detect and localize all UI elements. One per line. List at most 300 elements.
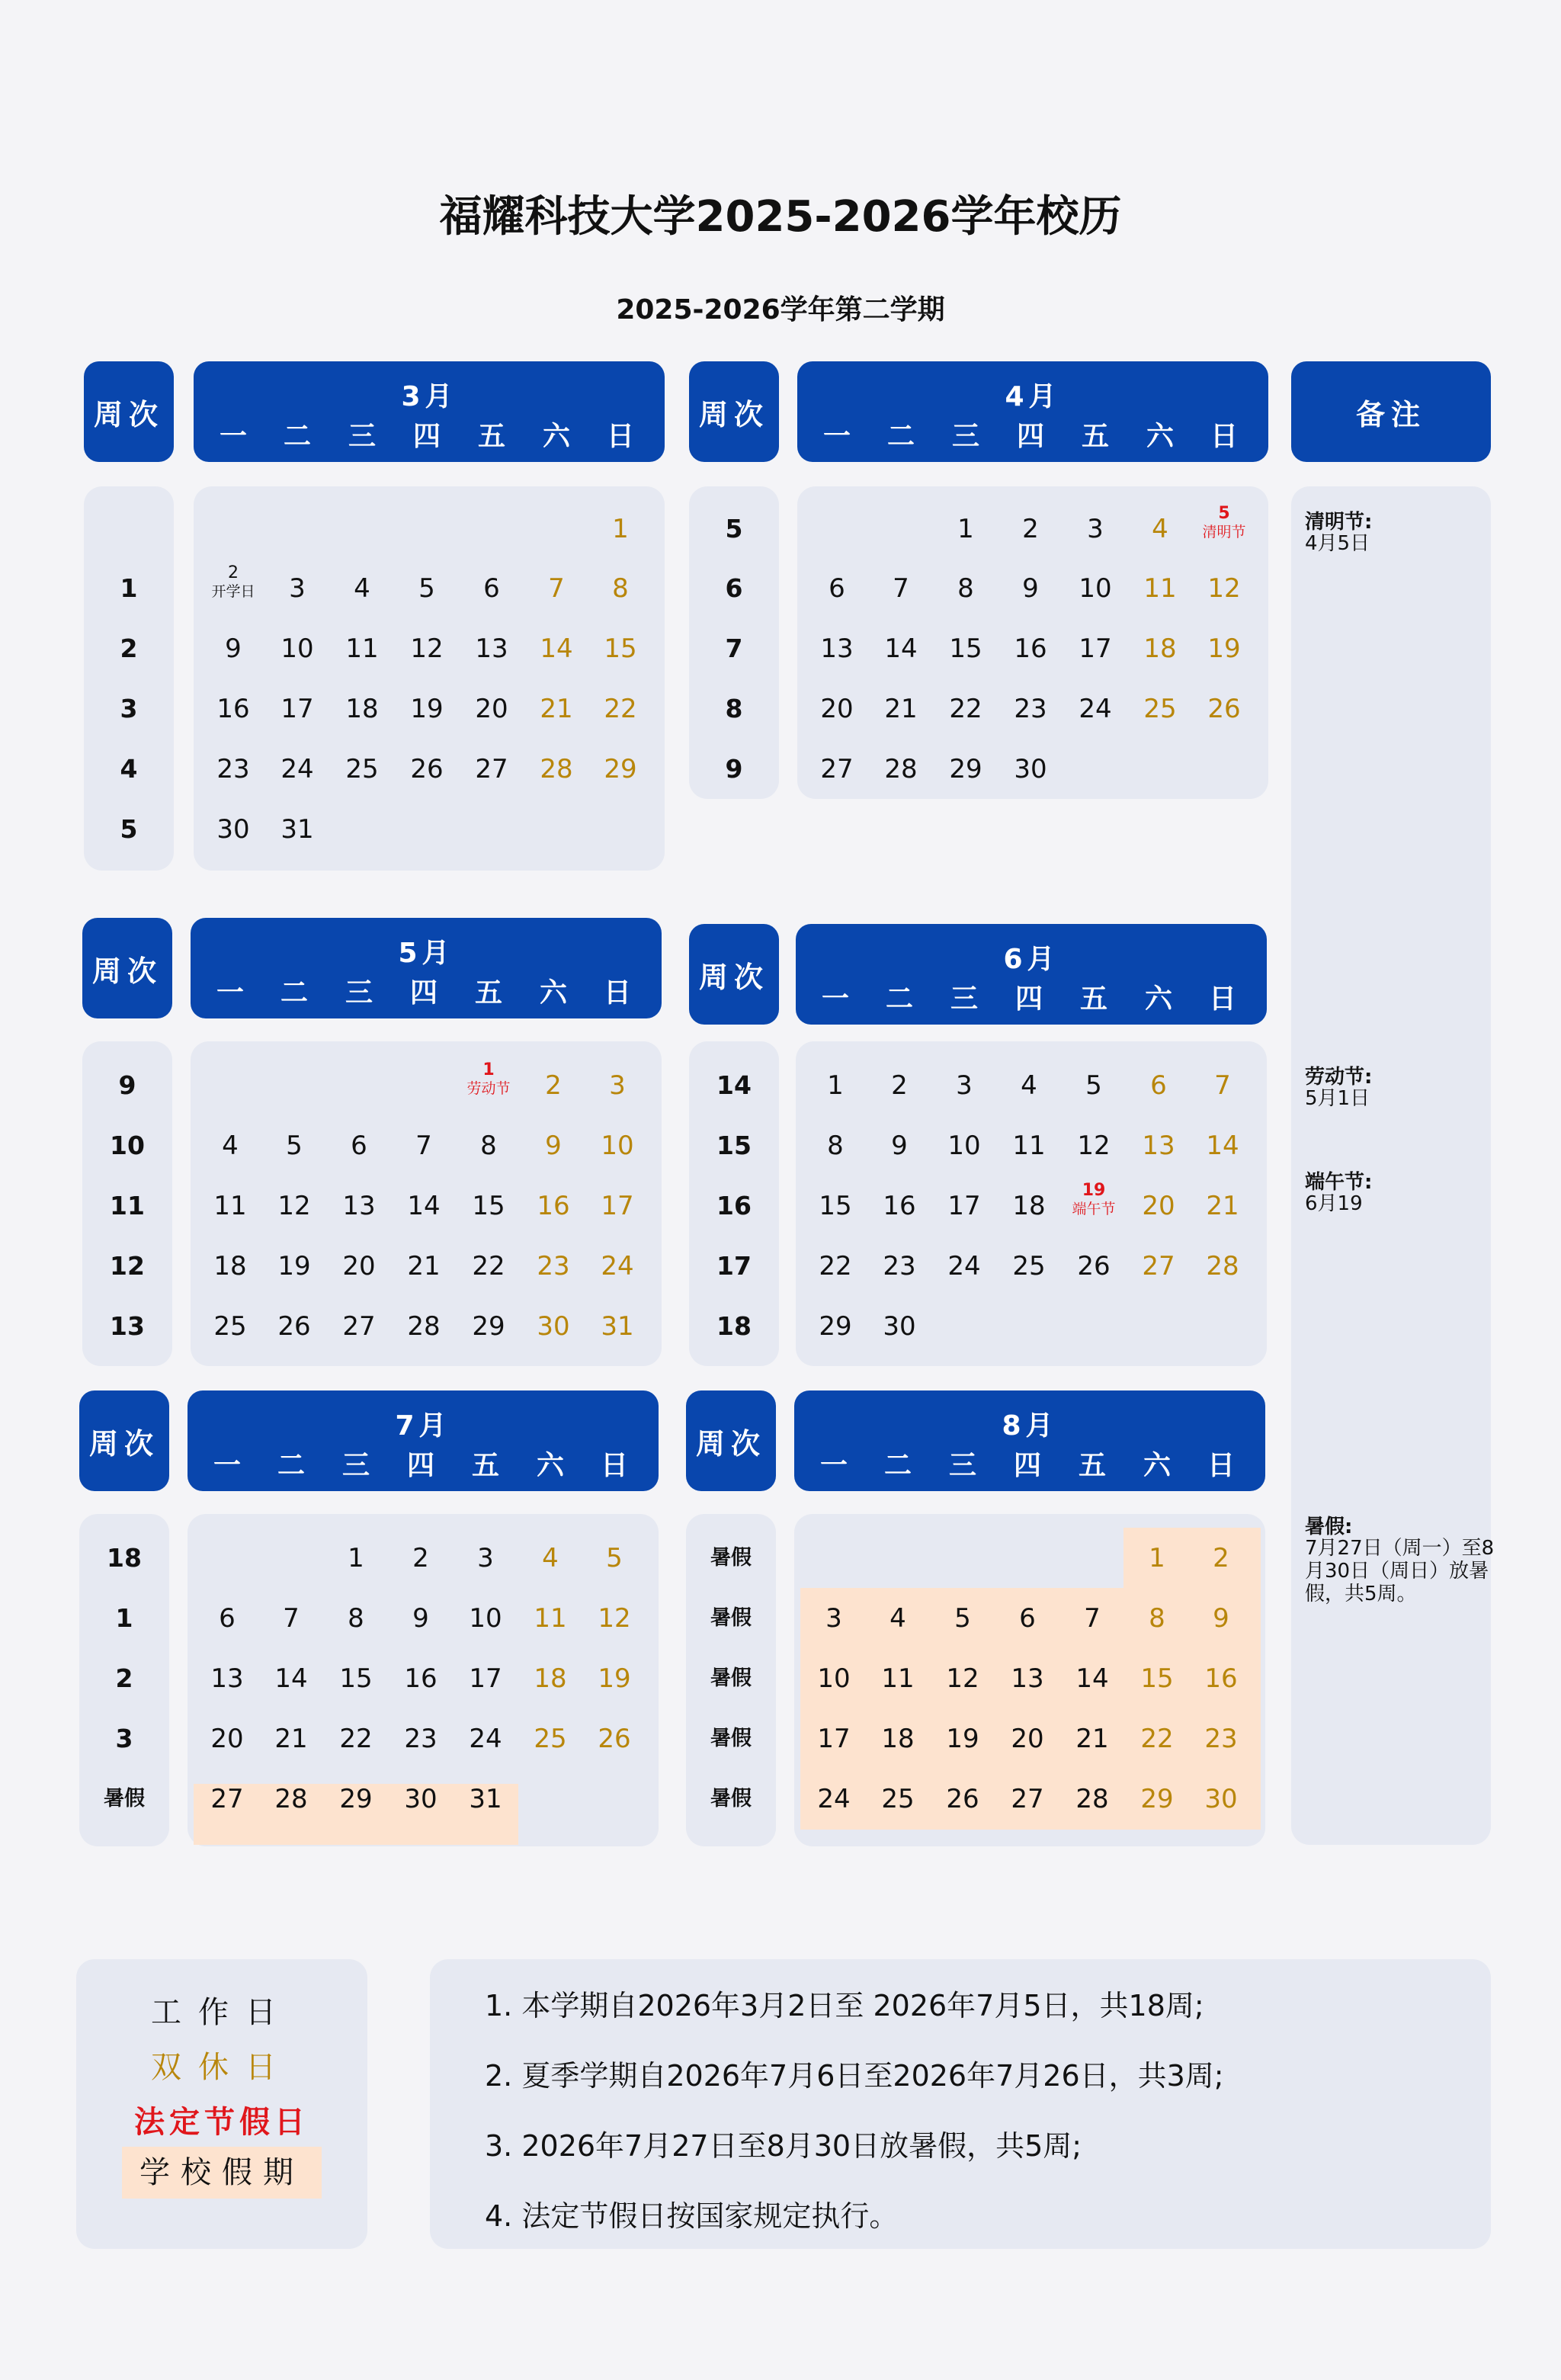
calendar-day: 30 — [216, 814, 250, 845]
calendar-day: 25 — [1012, 1251, 1046, 1281]
calendar-day: 8 — [1149, 1603, 1165, 1634]
page-subtitle: 2025-2026学年第二学期 — [616, 294, 945, 326]
calendar-day: 1 — [348, 1543, 364, 1573]
weekday-label: 一 — [819, 1450, 848, 1481]
calendar-day: 19 — [946, 1724, 979, 1754]
day-annotation: 开学日 — [211, 583, 255, 600]
weekday-label: 五 — [1078, 1450, 1106, 1481]
calendar-day: 2 — [545, 1070, 562, 1101]
weekday-label: 日 — [1207, 1450, 1235, 1481]
calendar-day: 26 — [277, 1311, 311, 1342]
calendar-day: 3 — [289, 573, 306, 604]
calendar-day: 31 — [601, 1311, 634, 1342]
calendar-day: 2 — [1213, 1543, 1229, 1573]
calendar-day: 11 — [534, 1603, 567, 1634]
calendar-day: 28 — [407, 1311, 441, 1342]
calendar-day: 4 — [1152, 514, 1168, 544]
calendar-day: 17 — [947, 1191, 981, 1221]
calendar-day: 1 — [1149, 1543, 1165, 1573]
calendar-day: 15 — [472, 1191, 505, 1221]
week-number: 18 — [716, 1311, 752, 1341]
calendar-day: 24 — [280, 754, 314, 784]
calendar-day: 11 — [1012, 1131, 1046, 1161]
calendar-day: 23 — [404, 1724, 438, 1754]
month-name: 4月 — [1005, 381, 1061, 412]
calendar-day: 30 — [1204, 1784, 1238, 1814]
calendar-day: 18 — [345, 694, 379, 724]
calendar-day: 26 — [598, 1724, 631, 1754]
note-title-dragon-boat: 端午节: — [1305, 1171, 1373, 1194]
calendar-day: 8 — [827, 1131, 844, 1161]
calendar-day: 27 — [820, 754, 854, 784]
month-header — [194, 361, 665, 462]
weekday-label: 三 — [341, 1450, 370, 1481]
calendar-day: 16 — [537, 1191, 570, 1221]
calendar-day: 17 — [817, 1724, 851, 1754]
weekday-label: 五 — [471, 1450, 499, 1481]
calendar-day: 2 — [1022, 514, 1039, 544]
note-title-labor: 劳动节: — [1305, 1066, 1373, 1089]
calendar-day: 10 — [817, 1663, 851, 1694]
calendar-day: 18 — [1012, 1191, 1046, 1221]
weekday-label: 四 — [1016, 421, 1044, 452]
calendar-day: 8 — [480, 1131, 497, 1161]
calendar-day: 30 — [404, 1784, 438, 1814]
weekday-label: 一 — [216, 977, 244, 1009]
month-header — [188, 1390, 659, 1491]
calendar-day: 16 — [883, 1191, 916, 1221]
calendar-day: 7 — [1084, 1603, 1101, 1634]
calendar-day: 28 — [1206, 1251, 1239, 1281]
calendar-day: 14 — [274, 1663, 308, 1694]
weekday-label: 日 — [1208, 983, 1236, 1015]
weekday-label: 二 — [280, 977, 308, 1009]
calendar-day: 26 — [946, 1784, 979, 1814]
week-number: 5 — [725, 514, 743, 544]
week-number: 暑假 — [710, 1606, 752, 1630]
calendar-day: 20 — [475, 694, 508, 724]
calendar-day: 25 — [534, 1724, 567, 1754]
calendar-day: 15 — [1140, 1663, 1174, 1694]
calendar-day: 4 — [1021, 1070, 1037, 1101]
calendar-day: 10 — [1079, 573, 1112, 604]
calendar-day: 30 — [883, 1311, 916, 1342]
calendar-day: 9 — [1022, 573, 1039, 604]
calendar-day: 5 — [286, 1131, 303, 1161]
week-number: 5 — [120, 814, 138, 844]
calendar-day: 19 — [277, 1251, 311, 1281]
calendar-day: 15 — [339, 1663, 373, 1694]
week-header: 周次 — [689, 361, 779, 462]
calendar-day: 18 — [1143, 633, 1177, 664]
calendar-day: 7 — [893, 573, 909, 604]
calendar-day: 1 — [827, 1070, 844, 1101]
weekday-label: 四 — [412, 421, 441, 452]
week-number: 3 — [120, 694, 138, 723]
calendar-day: 29 — [472, 1311, 505, 1342]
calendar-day: 24 — [947, 1251, 981, 1281]
calendar-day: 20 — [342, 1251, 376, 1281]
calendar-day: 16 — [1014, 633, 1047, 664]
calendar-day: 19 — [1207, 633, 1241, 664]
note-title-qingming: 清明节: — [1305, 511, 1373, 534]
calendar-day: 9 — [412, 1603, 429, 1634]
calendar-day: 27 — [210, 1784, 244, 1814]
weekday-label: 三 — [948, 1450, 976, 1481]
calendar-day: 6 — [351, 1131, 367, 1161]
calendar-day: 19 端午节 — [1063, 1182, 1124, 1218]
calendar-day: 26 — [1207, 694, 1241, 724]
calendar-day: 20 — [210, 1724, 244, 1754]
calendar-day: 15 — [604, 633, 637, 664]
calendar-day: 18 — [213, 1251, 247, 1281]
calendar-day: 4 — [889, 1603, 906, 1634]
calendar-day: 13 — [475, 633, 508, 664]
calendar-day: 6 — [1150, 1070, 1167, 1101]
week-number: 7 — [725, 633, 743, 663]
calendar-day: 7 — [283, 1603, 300, 1634]
week-number: 暑假 — [710, 1546, 752, 1570]
weekday-label: 四 — [1013, 1450, 1041, 1481]
weekday-label: 日 — [606, 421, 634, 452]
calendar-day: 7 — [1214, 1070, 1231, 1101]
calendar-day: 25 — [881, 1784, 915, 1814]
day-annotation: 清明节 — [1202, 524, 1246, 540]
calendar-day: 7 — [415, 1131, 432, 1161]
week-number: 12 — [110, 1251, 145, 1281]
calendar-day: 1 劳动节 — [458, 1061, 519, 1098]
weekday-label: 日 — [1210, 421, 1238, 452]
calendar-day: 11 — [213, 1191, 247, 1221]
calendar-day: 8 — [957, 573, 974, 604]
weekday-label: 五 — [477, 421, 505, 452]
remarks-header-label: 备注 — [1355, 397, 1426, 431]
calendar-day: 8 — [348, 1603, 364, 1634]
page-title: 福耀科技大学2025-2026学年校历 — [439, 192, 1122, 242]
calendar-day: 22 — [819, 1251, 852, 1281]
calendar-day: 30 — [1014, 754, 1047, 784]
calendar-day: 4 — [542, 1543, 559, 1573]
calendar-day: 16 — [1204, 1663, 1238, 1694]
calendar-day: 29 — [604, 754, 637, 784]
calendar-day: 12 — [598, 1603, 631, 1634]
calendar-day: 29 — [819, 1311, 852, 1342]
calendar-day: 24 — [1079, 694, 1112, 724]
week-number: 13 — [110, 1311, 145, 1341]
info-line-2: 2. 夏季学期自2026年7月6日至2026年7月26日，共3周; — [485, 2059, 1224, 2093]
info-panel — [430, 1959, 1491, 2249]
calendar-day: 31 — [469, 1784, 502, 1814]
weekday-label: 二 — [885, 983, 913, 1015]
calendar-day: 29 — [1140, 1784, 1174, 1814]
week-number: 16 — [716, 1191, 752, 1220]
calendar-day: 24 — [601, 1251, 634, 1281]
weekday-label: 五 — [474, 977, 502, 1009]
calendar-day: 13 — [210, 1663, 244, 1694]
note-text-qingming: 4月5日 — [1305, 532, 1370, 555]
week-number: 15 — [716, 1131, 752, 1160]
calendar-day: 22 — [1140, 1724, 1174, 1754]
calendar-day: 28 — [884, 754, 918, 784]
week-header: 周次 — [84, 361, 174, 462]
calendar-day: 23 — [1204, 1724, 1238, 1754]
week-number: 9 — [118, 1070, 136, 1100]
legend-school-vacation: 学校假期 — [122, 2147, 322, 2199]
calendar-day: 2 — [412, 1543, 429, 1573]
week-number: 1 — [120, 573, 138, 603]
week-number: 4 — [120, 754, 138, 784]
week-number: 11 — [110, 1191, 145, 1220]
month-name: 6月 — [1003, 944, 1059, 975]
week-number: 暑假 — [104, 1787, 145, 1811]
calendar-day: 3 — [477, 1543, 494, 1573]
weekday-label: 六 — [1143, 1450, 1171, 1481]
calendar-day: 24 — [469, 1724, 502, 1754]
calendar-day: 12 — [1077, 1131, 1111, 1161]
weekday-label: 五 — [1079, 983, 1107, 1015]
month-header — [794, 1390, 1265, 1491]
calendar-day: 21 — [1075, 1724, 1109, 1754]
info-line-3: 3. 2026年7月27日至8月30日放暑假，共5周; — [485, 2129, 1082, 2163]
day-annotation: 端午节 — [1072, 1201, 1116, 1217]
calendar-day: 21 — [407, 1251, 441, 1281]
calendar-day: 4 — [222, 1131, 239, 1161]
calendar-day: 8 — [612, 573, 629, 604]
week-number-panel — [84, 486, 174, 871]
calendar-day: 20 — [1142, 1191, 1175, 1221]
week-header: 周次 — [686, 1390, 776, 1491]
calendar-day: 12 — [277, 1191, 311, 1221]
weekday-label: 一 — [822, 421, 851, 452]
month-name: 3月 — [401, 381, 457, 412]
legend-weekend: 双休日 — [151, 2050, 293, 2085]
calendar-day: 27 — [475, 754, 508, 784]
remarks-header — [1291, 361, 1491, 462]
info-line-1: 1. 本学期自2026年3月2日至 2026年7月5日，共18周; — [485, 1989, 1204, 2022]
calendar-day: 7 — [548, 573, 565, 604]
calendar-day: 26 — [1077, 1251, 1111, 1281]
month-header — [797, 361, 1268, 462]
week-header: 周次 — [689, 924, 779, 1025]
calendar-day: 21 — [274, 1724, 308, 1754]
calendar-day: 15 — [949, 633, 982, 664]
calendar-day: 2 — [891, 1070, 908, 1101]
calendar-day: 10 — [280, 633, 314, 664]
calendar-day: 15 — [819, 1191, 852, 1221]
calendar-day: 18 — [534, 1663, 567, 1694]
calendar-day: 4 — [354, 573, 370, 604]
week-number: 1 — [115, 1603, 133, 1633]
calendar-day: 23 — [1014, 694, 1047, 724]
calendar-day: 9 — [545, 1131, 562, 1161]
weekday-label: 四 — [409, 977, 438, 1009]
week-number: 8 — [725, 694, 743, 723]
weekday-label: 三 — [348, 421, 376, 452]
calendar-day: 23 — [216, 754, 250, 784]
week-number: 6 — [725, 573, 743, 603]
note-text-dragon-boat: 6月19 — [1305, 1192, 1363, 1215]
weekday-label: 二 — [883, 1450, 912, 1481]
calendar-day: 6 — [1019, 1603, 1036, 1634]
week-number: 暑假 — [710, 1787, 752, 1811]
calendar-day: 13 — [342, 1191, 376, 1221]
weekday-label: 二 — [283, 421, 311, 452]
calendar-day: 3 — [609, 1070, 626, 1101]
calendar-day: 21 — [884, 694, 918, 724]
weekday-label: 四 — [406, 1450, 434, 1481]
calendar-day: 21 — [540, 694, 573, 724]
calendar-day: 5 — [606, 1543, 623, 1573]
calendar-day: 11 — [345, 633, 379, 664]
legend-workday: 工作日 — [151, 1995, 293, 2030]
calendar-day: 27 — [1011, 1784, 1044, 1814]
calendar-day: 23 — [537, 1251, 570, 1281]
calendar-day: 6 — [219, 1603, 236, 1634]
calendar-day: 13 — [1142, 1131, 1175, 1161]
weekday-label: 六 — [536, 1450, 564, 1481]
calendar-day: 16 — [404, 1663, 438, 1694]
calendar-day: 21 — [1206, 1191, 1239, 1221]
calendar-day: 14 — [407, 1191, 441, 1221]
calendar-day: 14 — [540, 633, 573, 664]
calendar-day: 2 开学日 — [203, 564, 264, 601]
weekday-label: 一 — [219, 421, 247, 452]
calendar-day: 6 — [829, 573, 845, 604]
week-number: 17 — [716, 1251, 752, 1281]
note-text-labor: 5月1日 — [1305, 1087, 1370, 1110]
calendar-day: 1 — [957, 514, 974, 544]
calendar-day: 3 — [956, 1070, 973, 1101]
calendar-day: 13 — [820, 633, 854, 664]
calendar-day: 3 — [1087, 514, 1104, 544]
calendar-day: 22 — [339, 1724, 373, 1754]
calendar-day: 22 — [604, 694, 637, 724]
calendar-day: 10 — [469, 1603, 502, 1634]
month-name: 5月 — [398, 938, 454, 969]
weekday-label: 五 — [1081, 421, 1109, 452]
calendar-day: 13 — [1011, 1663, 1044, 1694]
calendar-day: 5 — [418, 573, 435, 604]
weekday-label: 三 — [951, 421, 979, 452]
calendar-day: 6 — [483, 573, 500, 604]
weekday-label: 六 — [1144, 983, 1172, 1015]
calendar-day: 17 — [280, 694, 314, 724]
weekday-label: 六 — [539, 977, 567, 1009]
calendar-day: 29 — [339, 1784, 373, 1814]
calendar-day: 11 — [881, 1663, 915, 1694]
weekday-label: 四 — [1014, 983, 1043, 1015]
calendar-day: 19 — [410, 694, 444, 724]
calendar-day: 22 — [472, 1251, 505, 1281]
calendar-day: 20 — [820, 694, 854, 724]
remarks-panel — [1291, 486, 1491, 1845]
calendar-day: 25 — [345, 754, 379, 784]
weekday-label: 六 — [1146, 421, 1174, 452]
note-text-summer: 7月27日（周一）至8月30日（周日）放暑假，共5周。 — [1305, 1537, 1495, 1605]
calendar-day: 22 — [949, 694, 982, 724]
calendar-day: 10 — [947, 1131, 981, 1161]
calendar-day: 9 — [891, 1131, 908, 1161]
calendar-day: 18 — [881, 1724, 915, 1754]
calendar-day: 14 — [884, 633, 918, 664]
weekday-label: 二 — [277, 1450, 305, 1481]
weekday-label: 二 — [886, 421, 915, 452]
calendar-day: 10 — [601, 1131, 634, 1161]
calendar-day: 17 — [601, 1191, 634, 1221]
calendar-day: 12 — [946, 1663, 979, 1694]
calendar-day: 28 — [540, 754, 573, 784]
calendar-day: 29 — [949, 754, 982, 784]
calendar-day: 27 — [342, 1311, 376, 1342]
weekday-label: 三 — [950, 983, 978, 1015]
calendar-day: 20 — [1011, 1724, 1044, 1754]
calendar-day: 17 — [1079, 633, 1112, 664]
calendar-day: 12 — [1207, 573, 1241, 604]
weekday-label: 日 — [603, 977, 631, 1009]
calendar-day: 30 — [537, 1311, 570, 1342]
calendar-day: 9 — [1213, 1603, 1229, 1634]
week-number: 2 — [115, 1663, 133, 1693]
week-number: 暑假 — [710, 1666, 752, 1690]
calendar-day: 17 — [469, 1663, 502, 1694]
calendar-day: 27 — [1142, 1251, 1175, 1281]
week-number: 14 — [716, 1070, 752, 1100]
legend-panel — [76, 1959, 367, 2249]
weekday-label: 六 — [542, 421, 570, 452]
calendar-day: 1 — [612, 514, 629, 544]
month-header — [191, 918, 662, 1018]
info-line-4: 4. 法定节假日按国家规定执行。 — [485, 2199, 899, 2233]
week-number: 3 — [115, 1724, 133, 1753]
calendar-day: 25 — [1143, 694, 1177, 724]
calendar-day: 12 — [410, 633, 444, 664]
calendar-day: 28 — [274, 1784, 308, 1814]
week-number: 9 — [725, 754, 743, 784]
month-name: 7月 — [395, 1410, 451, 1442]
note-title-summer: 暑假: — [1305, 1516, 1353, 1538]
calendar-day: 11 — [1143, 573, 1177, 604]
legend-holiday: 法定节假日 — [134, 2105, 309, 2140]
calendar-day: 5 — [1085, 1070, 1102, 1101]
calendar-day: 31 — [280, 814, 314, 845]
calendar-day: 5 — [954, 1603, 971, 1634]
week-header: 周次 — [82, 918, 172, 1018]
calendar-day: 14 — [1075, 1663, 1109, 1694]
week-header: 周次 — [79, 1390, 169, 1491]
calendar-day: 16 — [216, 694, 250, 724]
calendar-day: 19 — [598, 1663, 631, 1694]
month-header — [796, 924, 1267, 1025]
week-number: 10 — [110, 1131, 145, 1160]
week-number: 18 — [107, 1543, 142, 1573]
calendar-day: 3 — [825, 1603, 842, 1634]
week-number: 2 — [120, 633, 138, 663]
calendar-day: 24 — [817, 1784, 851, 1814]
calendar-day: 14 — [1206, 1131, 1239, 1161]
day-annotation: 劳动节 — [466, 1080, 511, 1097]
calendar-day: 26 — [410, 754, 444, 784]
calendar-day: 9 — [225, 633, 242, 664]
week-number: 暑假 — [710, 1727, 752, 1750]
calendar-day: 23 — [883, 1251, 916, 1281]
weekday-label: 一 — [213, 1450, 241, 1481]
weekday-label: 日 — [600, 1450, 628, 1481]
calendar-day: 25 — [213, 1311, 247, 1342]
weekday-label: 三 — [345, 977, 373, 1009]
calendar-day: 5 清明节 — [1194, 505, 1255, 541]
calendar-day: 28 — [1075, 1784, 1109, 1814]
weekday-label: 一 — [821, 983, 849, 1015]
